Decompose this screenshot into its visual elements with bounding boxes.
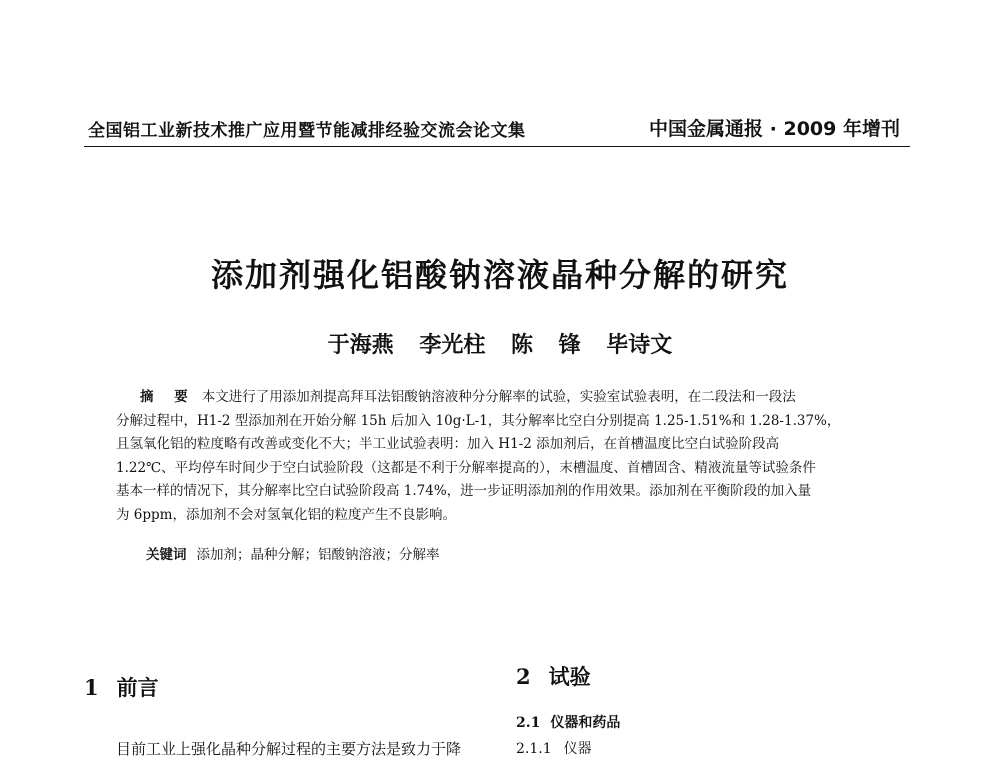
subsection-2-1-1-title: 仪器 — [563, 741, 592, 757]
keywords-line — [146, 543, 440, 563]
section-1-title: 前言 — [116, 675, 159, 700]
section-1-body-text: 目前工业上强化晶种分解过程的主要方法是致力于降 — [116, 740, 462, 758]
keywords-text: 添加剂；晶种分解；铝酸钠溶液；分解率 — [196, 547, 440, 563]
section-2-heading — [516, 661, 591, 691]
subsection-2-1-1-heading — [516, 738, 592, 758]
abstract-line-3: 且氢氧化铝的粒度略有改善或变化不大；半工业试验表明：加入 H1-2 添加剂后，在首槽温度比空白试验阶段高 — [116, 436, 780, 452]
abstract-line-4: 1.22℃、平均停车时间少于空白试验阶段（这都是不利于分解率提高的），末槽温度、首槽固含、精液流量等试验条件 — [116, 459, 816, 476]
abstract-line-1: 摘 要 本文进行了用添加剂提高拜耳法铝酸钠溶液种分分解率的试验，实验室试验表明，在二段法和一段法 — [140, 389, 796, 405]
author-list: 于海燕 李光柱 陈 锋 毕诗文 — [327, 332, 673, 358]
section-2-title: 试验 — [548, 664, 591, 689]
subsection-2-1-1-number: 2.1.1 — [516, 741, 552, 757]
header-divider — [84, 146, 910, 147]
subsection-2-1-number: 2.1 — [516, 715, 541, 731]
abstract-label: 摘 要 — [140, 389, 196, 405]
running-header-right: 中国金属通报 · 2009 年增刊 — [649, 118, 900, 140]
abstract-block — [116, 386, 888, 527]
keywords-label: 关键词 — [146, 547, 187, 563]
subsection-2-1-heading — [516, 712, 620, 732]
abstract-line-6: 为 6ppm，添加剂不会对氢氧化铝的粒度产生不良影响。 — [116, 506, 456, 523]
section-1-number: 1 — [84, 675, 99, 700]
section-2-number: 2 — [516, 664, 531, 689]
paper-title: 添加剂强化铝酸钠溶液晶种分解的研究 — [210, 256, 789, 294]
section-1-heading — [84, 672, 159, 702]
subsection-2-1-title: 仪器和药品 — [550, 715, 621, 731]
abstract-line-2: 分解过程中，H1-2 型添加剂在开始分解 15h 后加入 10g·L-1，其分解率比空白分别提高 1.25-1.51%和 1.28-1.37%， — [116, 412, 841, 429]
abstract-line-5: 基本一样的情况下，其分解率比空白试验阶段高 1.74%，进一步证明添加剂的作用效果。添加剂在平衡阶段的加入量 — [116, 483, 812, 499]
running-header-left: 全国铝工业新技术推广应用暨节能减排经验交流会论文集 — [88, 121, 526, 141]
